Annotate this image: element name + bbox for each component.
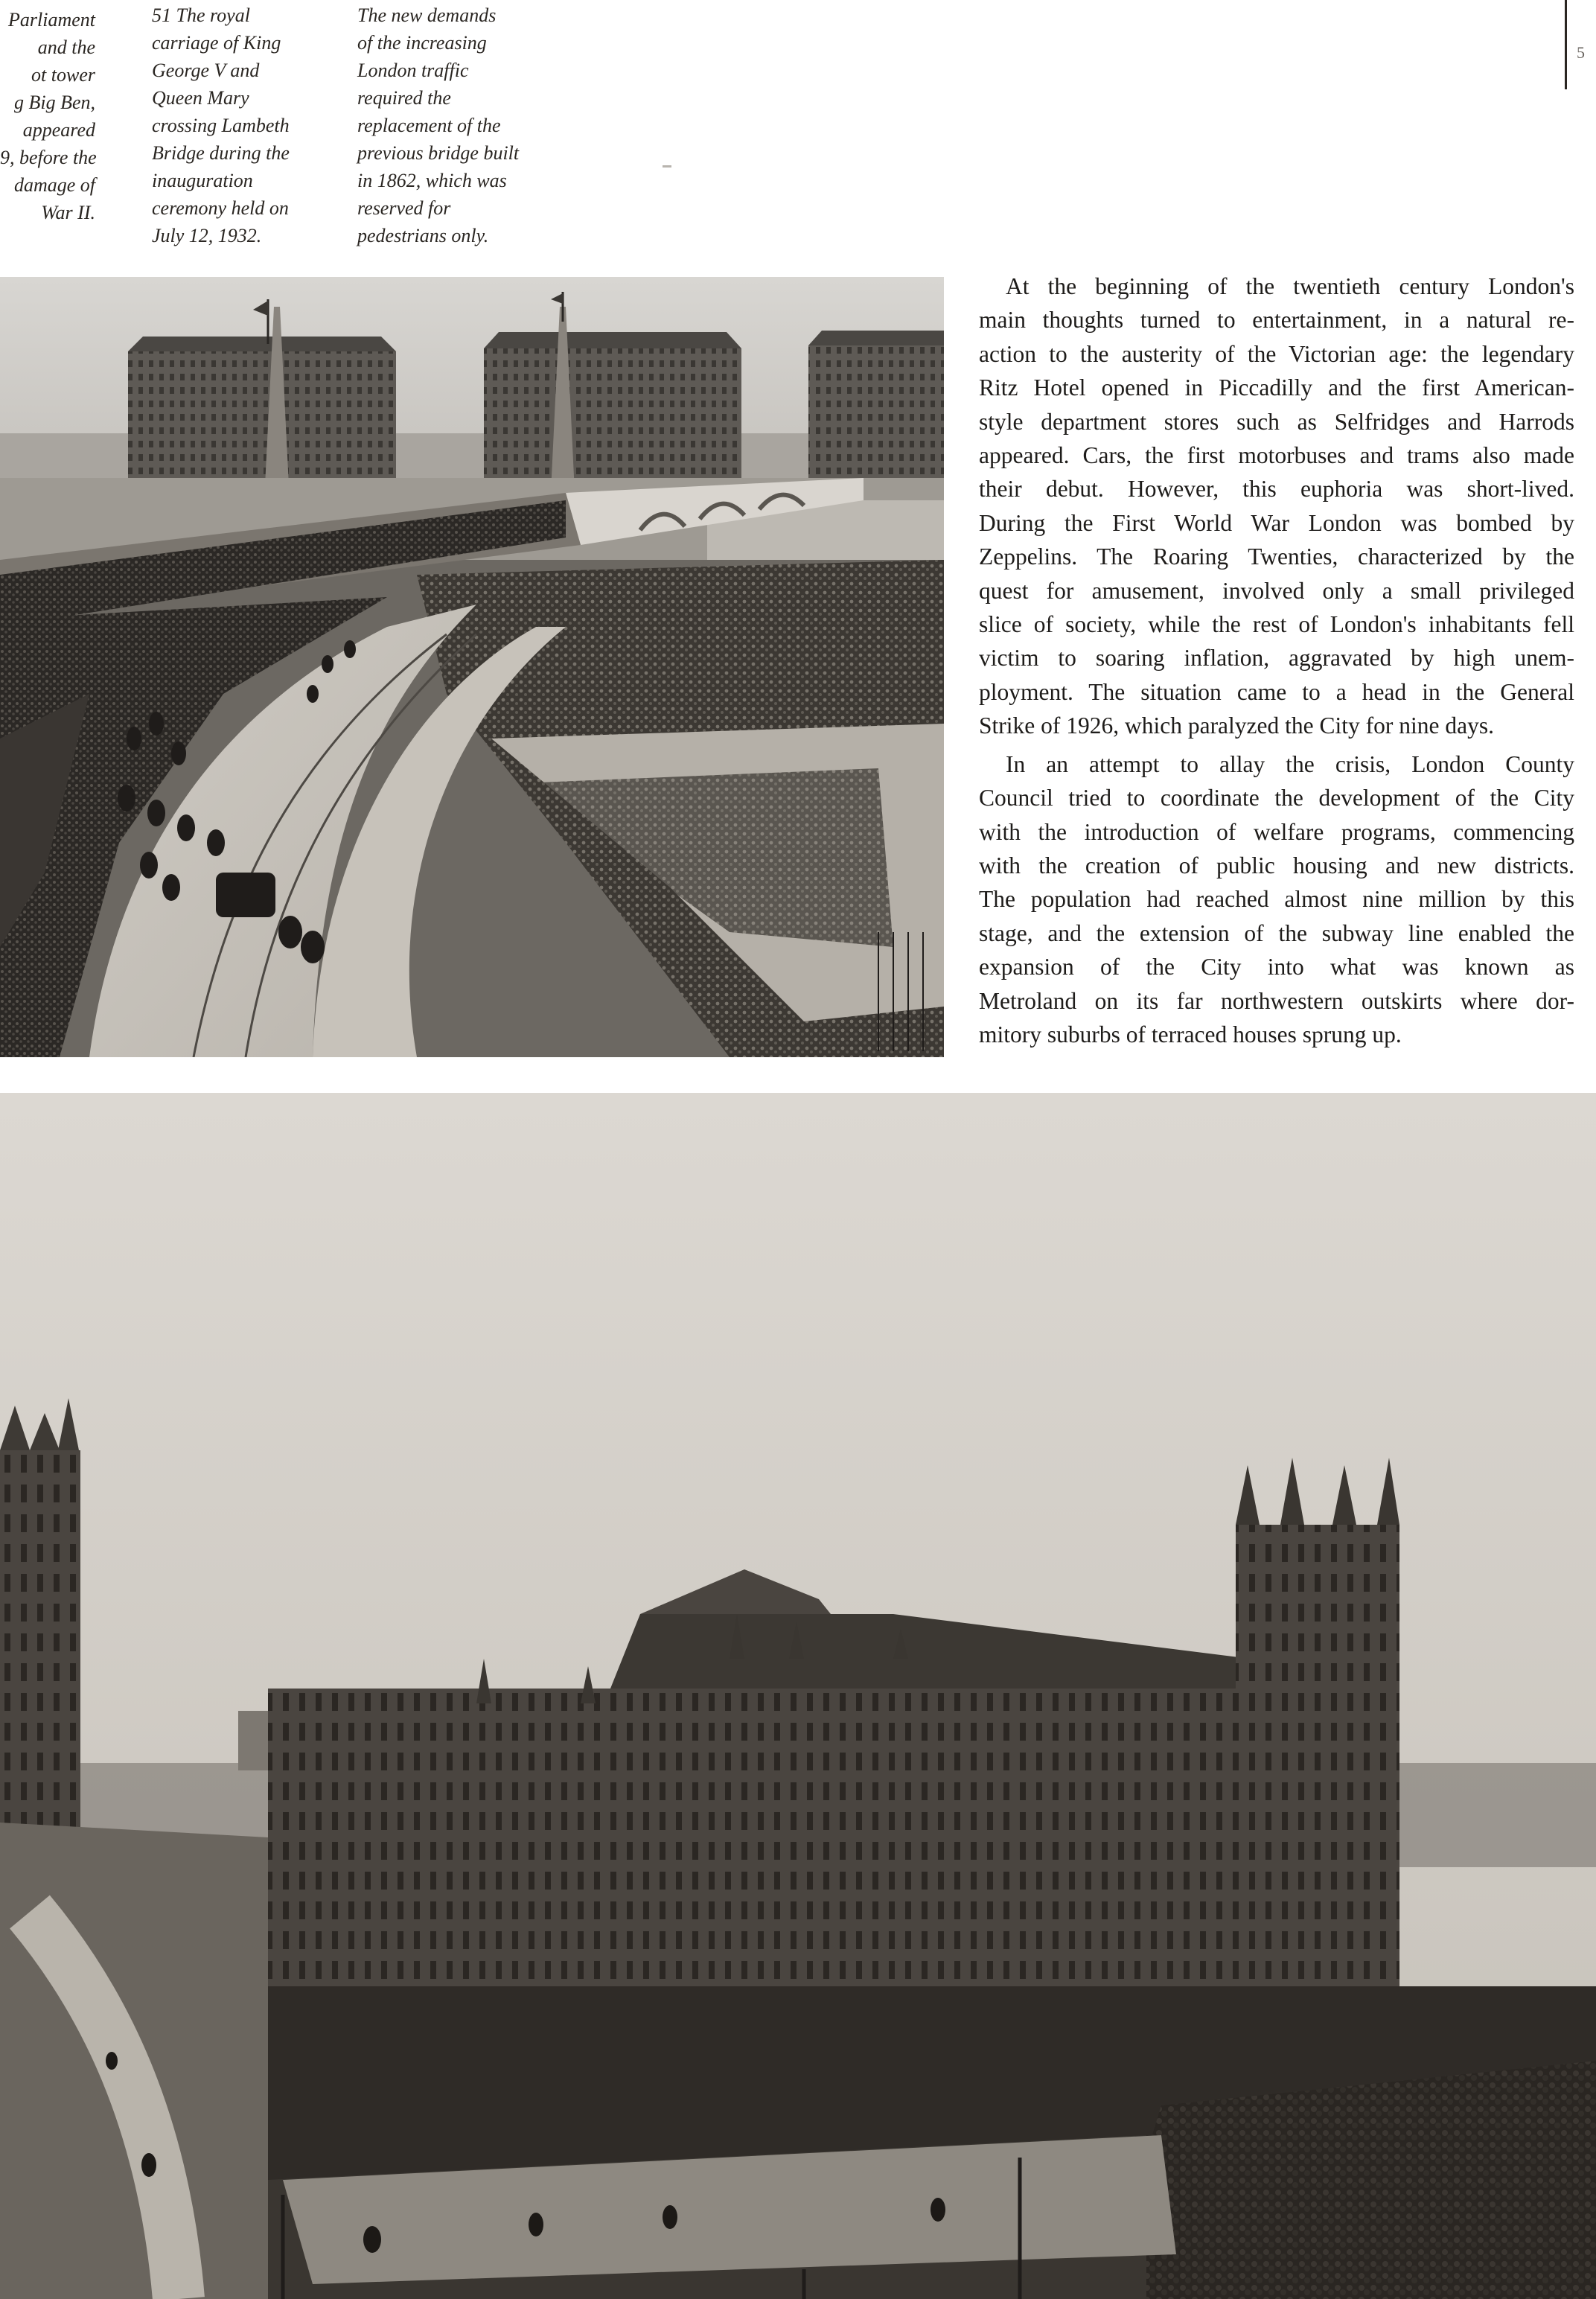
caption-middle-line: Bridge during the bbox=[152, 142, 290, 164]
caption-middle-line: Queen Mary bbox=[152, 87, 249, 109]
caption-right-line: London traffic bbox=[357, 60, 469, 81]
caption-parliament-fragment bbox=[0, 6, 95, 226]
caption-middle-line: crossing Lambeth bbox=[152, 115, 290, 136]
caption-left-line: and the bbox=[37, 36, 95, 58]
caption-middle-line: carriage of King bbox=[152, 32, 281, 54]
caption-right-line: The new demands bbox=[357, 4, 497, 26]
caption-middle-line: July 12, 1932. bbox=[152, 225, 262, 246]
caption-left-line: War II. bbox=[41, 202, 95, 223]
caption-right-line: previous bridge built bbox=[357, 142, 520, 164]
body-text-line: stage, and the extension of the subway line enabled the bbox=[979, 919, 1574, 946]
photo-westminster-abbey bbox=[0, 1093, 1596, 2299]
print-mark bbox=[663, 165, 671, 168]
body-text-line: mitory suburbs of terraced houses sprung up. bbox=[979, 1021, 1402, 1048]
caption-left-line: g Big Ben, bbox=[13, 92, 95, 113]
caption-middle-line: inauguration bbox=[152, 170, 253, 191]
body-text-line: slice of society, while the rest of London's inhabitants fell bbox=[979, 611, 1574, 638]
body-paragraph-2 bbox=[979, 747, 1574, 1052]
folio-rule bbox=[1565, 0, 1567, 89]
caption-right-line: of the increasing bbox=[357, 32, 487, 54]
body-text-line: At the beginning of the twentieth century London's bbox=[1006, 273, 1574, 299]
body-text-line: During the First World War London was bombed by bbox=[979, 509, 1574, 536]
caption-right-line: required the bbox=[357, 87, 451, 109]
body-text-line: victim to soaring inflation, aggravated by high unem- bbox=[979, 645, 1574, 672]
body-text-line: ployment. The situation came to a head in the General bbox=[979, 678, 1574, 705]
caption-left-line: Parliament bbox=[8, 9, 95, 31]
body-text-line: In an attempt to allay the crisis, London County bbox=[1006, 750, 1574, 777]
body-text-line: Ritz Hotel opened in Piccadilly and the first American- bbox=[979, 374, 1574, 401]
body-paragraph-1 bbox=[979, 270, 1574, 743]
body-text-line: Strike of 1926, which paralyzed the City for nine days. bbox=[979, 712, 1494, 739]
body-text-line: style department stores such as Selfridges and Harrods bbox=[979, 408, 1574, 435]
body-text-line: action to the austerity of the Victorian age: the legendary bbox=[979, 340, 1574, 367]
body-text-column bbox=[979, 270, 1574, 1056]
caption-royal-carriage bbox=[152, 1, 323, 249]
caption-left-line: 9, before the bbox=[0, 147, 97, 168]
body-text-line: appeared. Cars, the first motorbuses and trams also made bbox=[979, 442, 1574, 469]
body-text-line: expansion of the City into what was known as bbox=[979, 954, 1574, 980]
body-text-line: Metroland on its far northwestern outskirts where dor- bbox=[979, 987, 1574, 1014]
caption-right-line: pedestrians only. bbox=[357, 225, 489, 246]
caption-left-line: ot tower bbox=[31, 64, 95, 86]
caption-middle-line: 51 The royal bbox=[152, 4, 250, 26]
caption-left-line: appeared bbox=[22, 119, 95, 141]
body-text-line: with the introduction of welfare programs, commencing bbox=[979, 818, 1574, 845]
body-text-line: with the creation of public housing and new districts. bbox=[979, 852, 1574, 879]
caption-bridge-replacement bbox=[357, 1, 551, 249]
caption-middle-line: George V and bbox=[152, 60, 260, 81]
body-text-line: Council tried to coordinate the development of the City bbox=[979, 785, 1574, 811]
caption-left-line: damage of bbox=[13, 174, 95, 196]
body-text-line: their debut. However, this euphoria was short-lived. bbox=[979, 476, 1574, 503]
body-text-line: main thoughts turned to entertainment, in a natural re- bbox=[979, 307, 1574, 334]
body-text-line: quest for amusement, involved only a small privileged bbox=[979, 577, 1574, 604]
body-text-line: The population had reached almost nine million by this bbox=[979, 886, 1574, 913]
caption-right-line: in 1862, which was bbox=[357, 170, 507, 191]
caption-middle-line: ceremony held on bbox=[152, 197, 289, 219]
body-text-line: Zeppelins. The Roaring Twenties, characterized by the bbox=[979, 543, 1574, 570]
caption-right-line: replacement of the bbox=[357, 115, 501, 136]
caption-right-line: reserved for bbox=[357, 197, 451, 219]
folio-mark: 5 bbox=[1577, 43, 1585, 62]
photo-royal-procession bbox=[0, 277, 944, 1057]
